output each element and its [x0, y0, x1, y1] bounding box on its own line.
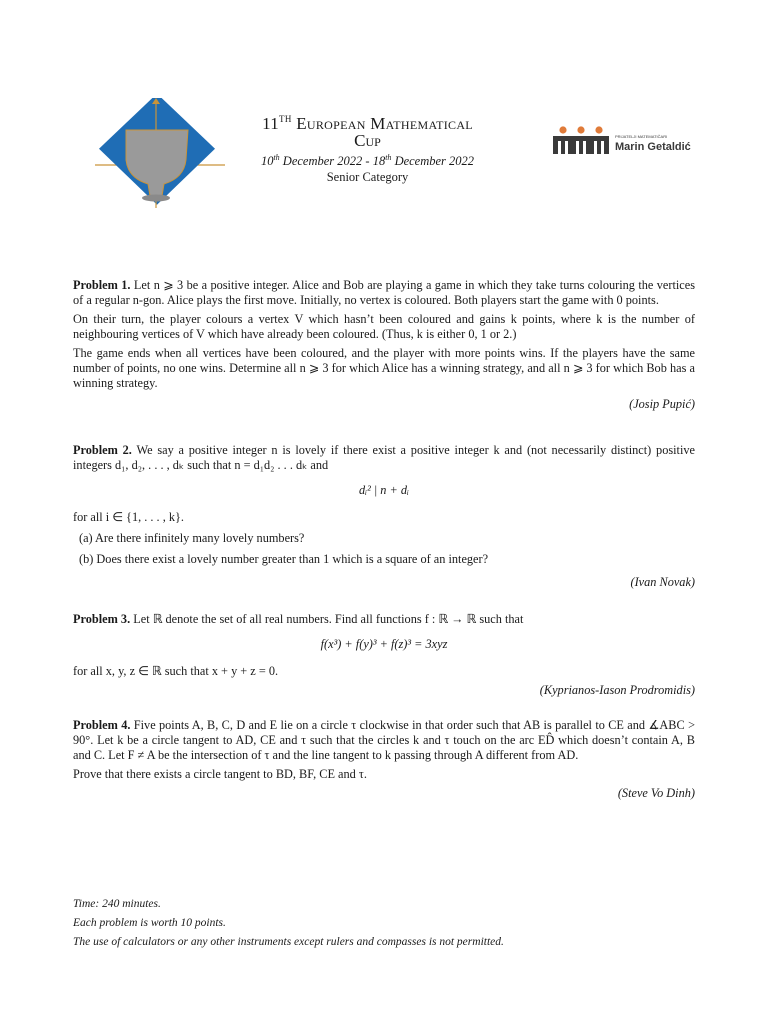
problem-3-author: (Kyprianos-Iason Prodromidis) [539, 683, 695, 697]
exam-footer [73, 898, 695, 955]
problem-3-label: Problem 3. [73, 612, 131, 626]
problem-4-text-1: Five points A, B, C, D and E lie on a circle τ clockwise in that order such that AB is parallel to CE and ∡ABC > 90°. Let k be a circle tangent to AD, CE and τ such that the circles k and τ touch on the arc ED̂ which doesn’t contain A, B and C. Let F ≠ A be the intersection of τ and the line tangent to k passing through A different from AD. [73, 718, 696, 762]
problem-3-formula: f(x³) + f(y)³ + f(z)³ = 3xyz [320, 637, 448, 651]
problem-1-text-2: On their turn, the player colours a vertex V which hasn’t been coloured and gains k points, where k is the number of neighbouring vertices of V which have already been coloured. (Thus, k is either 0, 1 or 2.) [73, 312, 695, 341]
competition-category: Senior Category [326, 170, 409, 185]
problem-1-text-3: The game ends when all vertices have been coloured, and the player with more points wins. If the players have the same number of points, no one wins. Determine all n ⩾ 3 for which Alice has a winning strategy, and all n ⩾ 3 for which Bob has a winning strategy. [73, 346, 695, 390]
problem-1 [73, 278, 695, 412]
problem-3 [73, 612, 695, 698]
rules-note: The use of calculators or any other instruments except rulers and compasses is not permitted. [73, 936, 504, 948]
problem-2 [73, 443, 695, 590]
problem-1-author: (Josip Pupić) [629, 397, 695, 411]
partner-small-text: PRIJATELJI MATEMATIČARI [615, 134, 668, 139]
problem-2-author: (Ivan Novak) [630, 575, 695, 589]
problem-2-label: Problem 2. [73, 443, 132, 457]
problem-4-text-2: Prove that there exists a circle tangent to BD, BF, CE and τ. [73, 767, 367, 781]
problem-2-formula: dᵢ² | n + dᵢ [359, 483, 409, 497]
problem-2-item-b: (b) Does there exist a lovely number greater than 1 which is a square of an integer? [79, 552, 489, 566]
problem-4-author: (Steve Vo Dinh) [617, 786, 695, 800]
competition-title-line2: Cup [354, 131, 381, 150]
competition-title-block [210, 110, 525, 185]
problem-4 [73, 718, 695, 801]
problem-1-label: Problem 1. [73, 278, 131, 292]
problem-2-text-1: We say a positive integer n is lovely if there exist a positive integer k and (not necessarily distinct) positive integers d₁, d₂, . . . , dₖ such that n = d₁d₂ . . . dₖ and [73, 443, 695, 472]
problem-4-label: Problem 4. [73, 718, 131, 732]
competition-title: 11TH European Mathematical [262, 114, 473, 133]
problem-3-text-1: Let ℝ denote the set of all real numbers. Find all functions f : ℝ → ℝ such that [133, 612, 524, 626]
competition-dates: 10th December 2022 - 18th December 2022 [260, 153, 475, 169]
problem-1-text-1: Let n ⩾ 3 be a positive integer. Alice and Bob are playing a game in which they take turns colouring the vertices of a regular n-gon. Alice plays the first move. Initially, no vertex is coloured. Both players start the game with 0 points. [73, 278, 696, 307]
problem-2-item-a: (a) Are there infinitely many lovely numbers? [79, 531, 305, 545]
problem-2-items [79, 531, 695, 567]
time-note: Time: 240 minutes. [73, 898, 161, 910]
points-note: Each problem is worth 10 points. [73, 917, 226, 929]
marin-getaldic-logo [551, 126, 691, 156]
partner-name: Marin Getaldić [615, 141, 691, 153]
problem-3-text-2: for all x, y, z ∈ ℝ such that x + y + z = 0. [73, 664, 279, 678]
problem-2-text-2: for all i ∈ {1, . . . , k}. [73, 510, 184, 524]
european-mathematical-cup-logo [90, 98, 230, 208]
